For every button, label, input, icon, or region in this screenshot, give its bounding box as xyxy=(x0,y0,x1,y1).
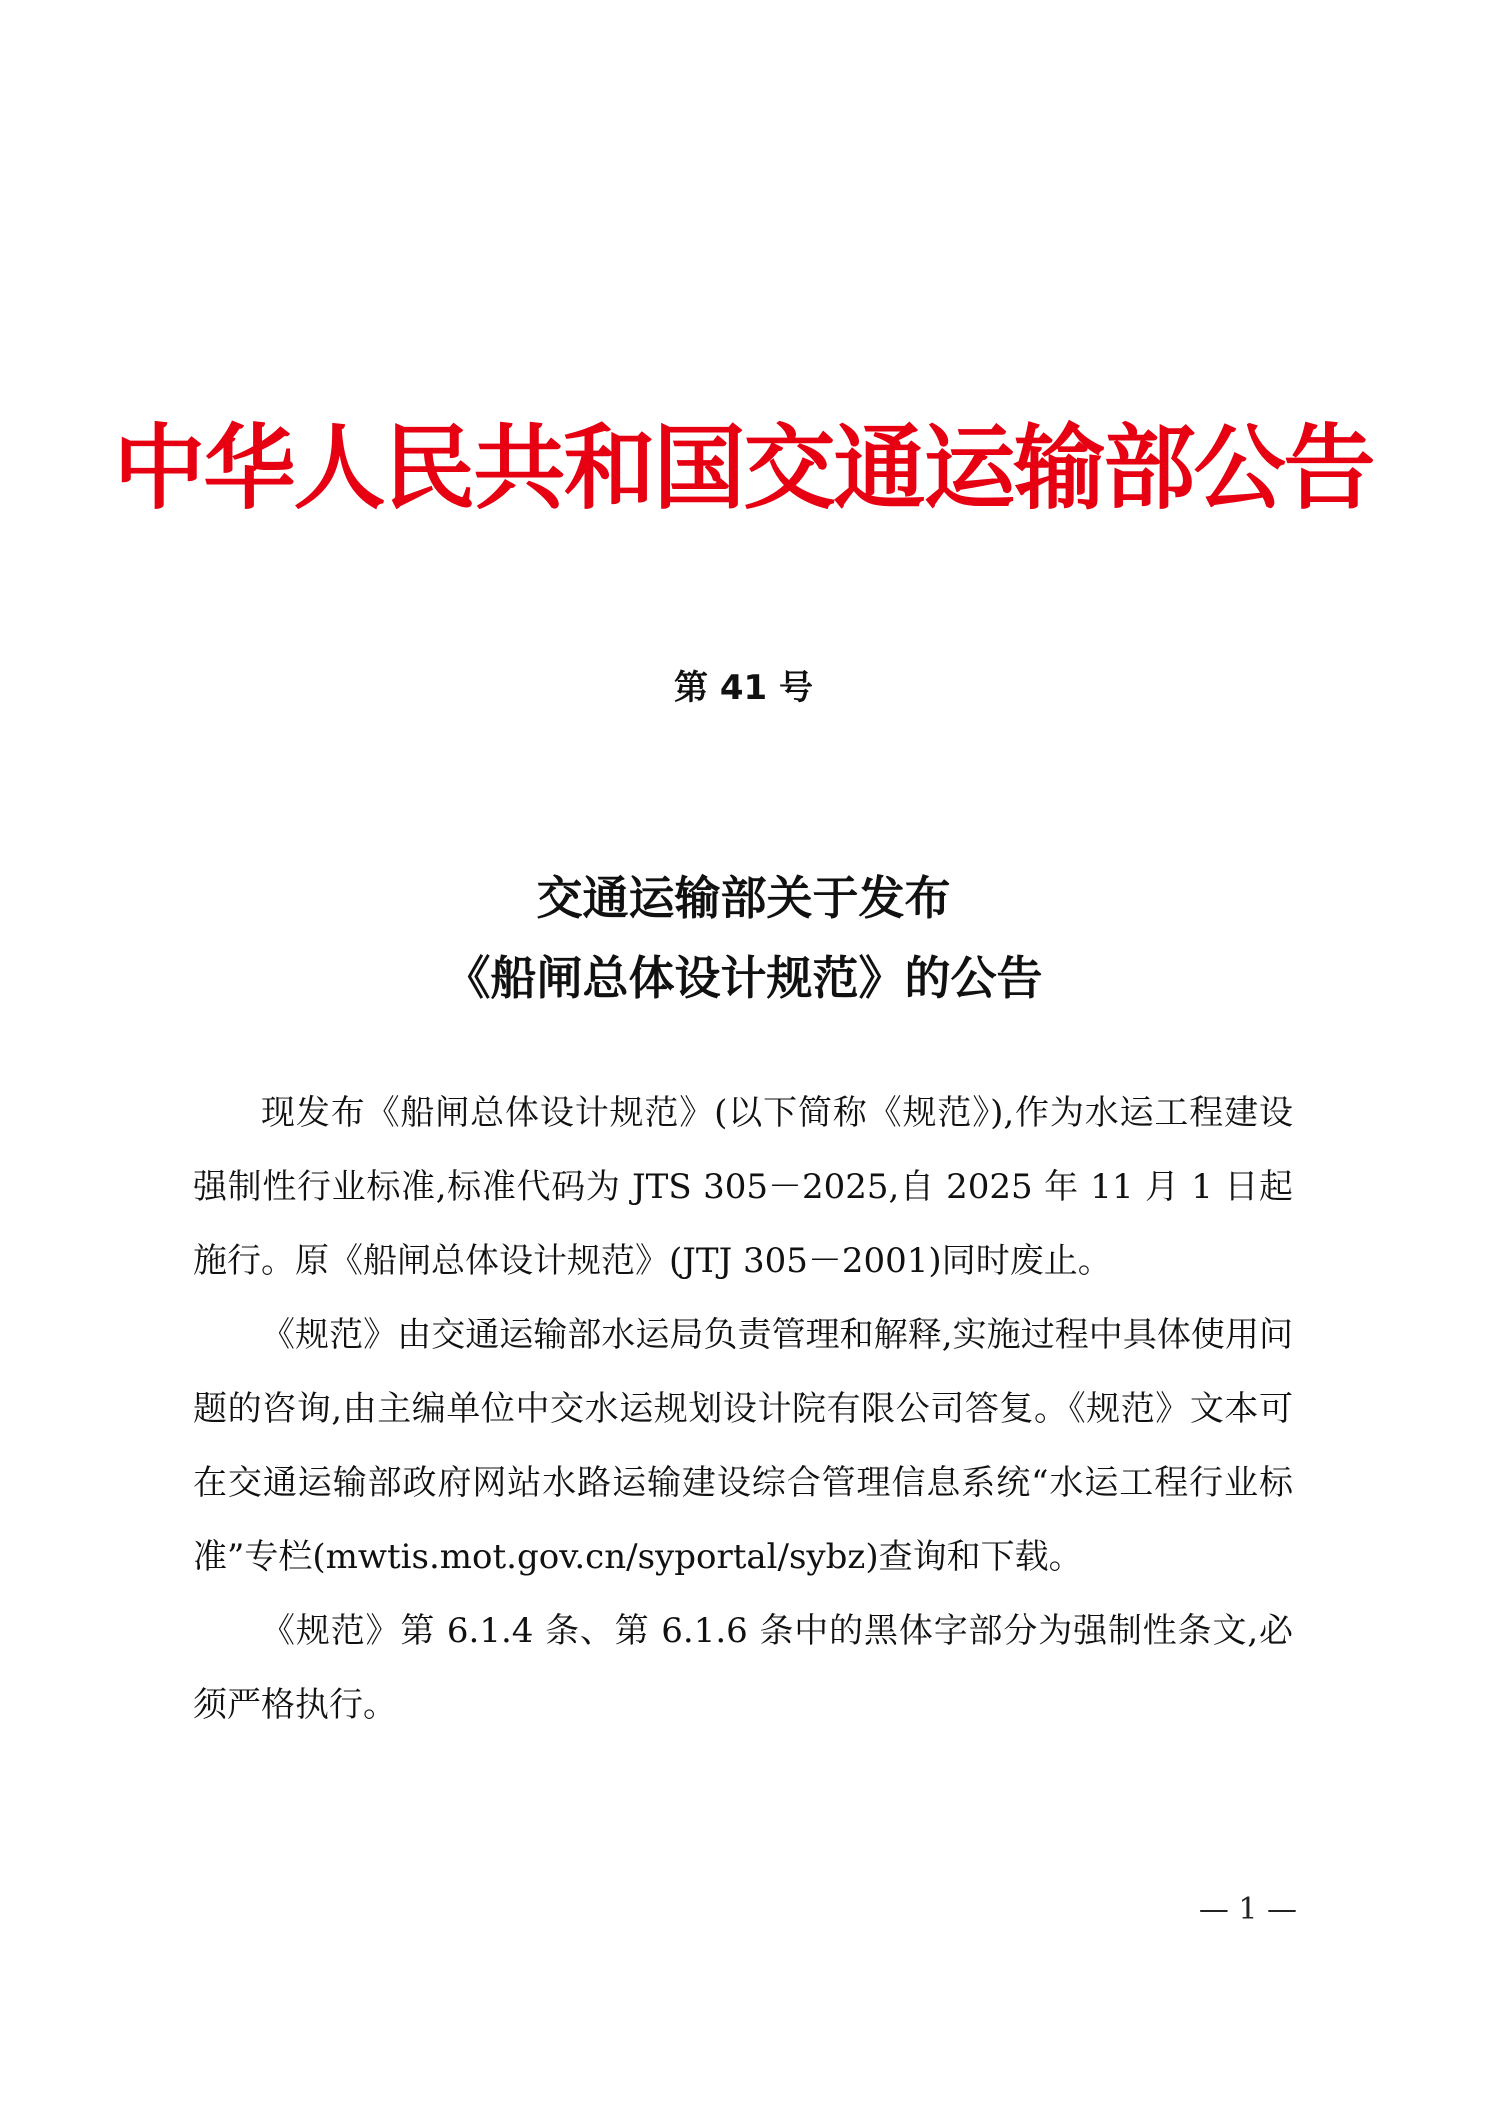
document-number: 第 41 号 xyxy=(674,668,813,708)
masthead-title: 中华人民共和国交通运输部公告 xyxy=(113,414,1374,522)
body-paragraph-1: 现发布《船闸总体设计规范》(以下简称《规范》),作为水运工程建设强制性行业标准,标准代码为 JTS 305－2025,自 2025 年 11 月 1 日起施行。原《船闸总体设计规范》(JTJ 305－2001)同时废止。 xyxy=(193,1093,1293,1281)
document-title-line-1: 交通运输部关于发布 xyxy=(536,871,951,925)
document-body xyxy=(193,1076,1293,1742)
body-paragraph-2: 《规范》由交通运输部水运局负责管理和解释,实施过程中具体使用问题的咨询,由主编单位中交水运规划设计院有限公司答复。《规范》文本可在交通运输部政府网站水路运输建设综合管理信息系统“水运工程行业标准”专栏(mwtis.mot.gov.cn/syportal/sybz)查询和下载。 xyxy=(193,1315,1293,1577)
document-title-line-2: 《船闸总体设计规范》的公告 xyxy=(444,951,1043,1005)
page-number: — 1 — xyxy=(1198,1892,1297,1927)
body-paragraph-3: 《规范》第 6.1.4 条、第 6.1.6 条中的黑体字部分为强制性条文,必须严格执行。 xyxy=(193,1611,1293,1725)
document-title xyxy=(0,858,1487,1018)
